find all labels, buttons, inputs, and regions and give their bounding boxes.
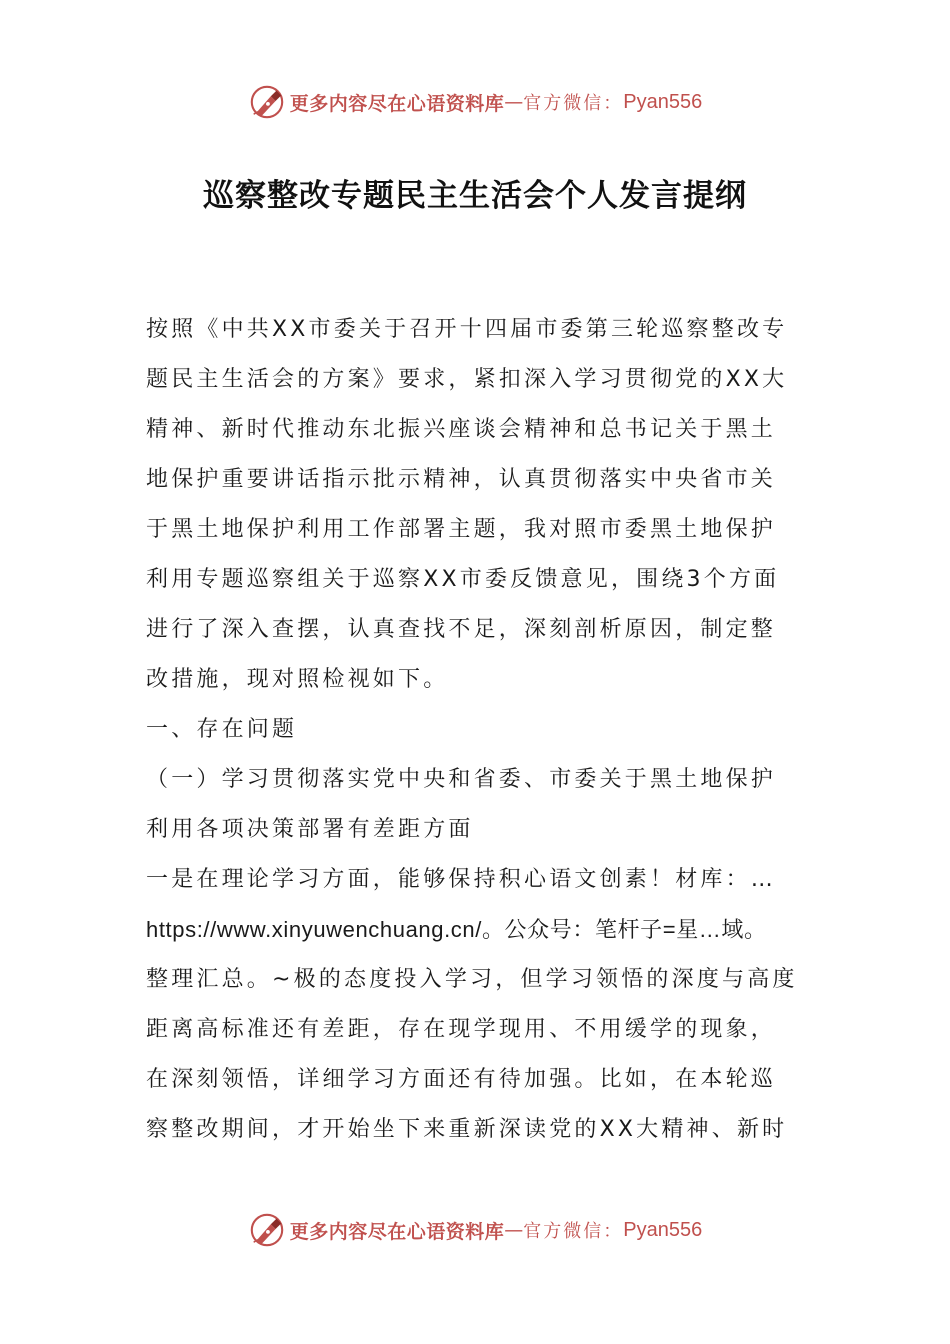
document-title: 巡察整改专题民主生活会个人发言提纲 (203, 178, 747, 214)
body-line: 地保护重要讲话指示批示精神，认真贯彻落实中央省市关 (146, 467, 777, 492)
header-banner (0, 80, 950, 124)
footer-banner (0, 1208, 950, 1252)
body-line: 在深刻领悟，详细学习方面还有待加强。比如，在本轮巡 (146, 1067, 777, 1092)
section-heading: 一、存在问题 (146, 717, 298, 742)
subsection-heading: 利用各项决策部署有差距方面 (146, 817, 474, 842)
header-separator: — (504, 91, 524, 113)
body-line: 于黑土地保护利用工作部署主题，我对照市委黑土地保护 (146, 517, 777, 542)
header-brand-text: 更多内容尽在心语资料库 (289, 92, 505, 115)
body-line: 距离高标准还有差距，存在现学现用、不用缓学的现象， (146, 1017, 777, 1042)
footer-wechat-label: 官方微信： (523, 1221, 624, 1242)
body-line: 整理汇总。~极的态度投入学习，但学习领悟的深度与高度 (146, 967, 798, 992)
document-body (146, 305, 806, 1155)
pen-nib-icon (248, 83, 286, 121)
header-wechat-label: 官方微信： (523, 93, 624, 114)
footer-separator: — (504, 1219, 524, 1241)
body-line: 按照《中共XX市委关于召开十四届市委第三轮巡察整改专 (146, 317, 788, 342)
header-wechat-id: Pyan556 (623, 90, 703, 113)
body-line: 一是在理论学习方面，能够保持积心语文创素！材库：… (146, 867, 777, 892)
footer-brand-text: 更多内容尽在心语资料库 (289, 1220, 505, 1243)
body-line: 利用专题巡察组关于巡察XX市委反馈意见，围绕3个方面 (146, 567, 780, 592)
body-line: 改措施，现对照检视如下。 (146, 667, 449, 692)
body-line: 察整改期间，才开始坐下来重新深读党的XX大精神、新时 (146, 1117, 788, 1142)
pen-nib-icon (248, 1211, 286, 1249)
subsection-heading: （一）学习贯彻落实党中央和省委、市委关于黑土地保护 (146, 767, 777, 792)
body-line: 进行了深入查摆，认真查找不足，深刻剖析原因，制定整 (146, 617, 777, 642)
footer-wechat-id: Pyan556 (623, 1218, 703, 1241)
body-line: 题民主生活会的方案》要求，紧扣深入学习贯彻党的XX大 (146, 367, 788, 392)
body-line: 精神、新时代推动东北振兴座谈会精神和总书记关于黑土 (146, 417, 777, 442)
body-line-url: https://www.xinyuwenchuang.cn/。公众号：笔杆子=星…域。 (146, 917, 767, 942)
